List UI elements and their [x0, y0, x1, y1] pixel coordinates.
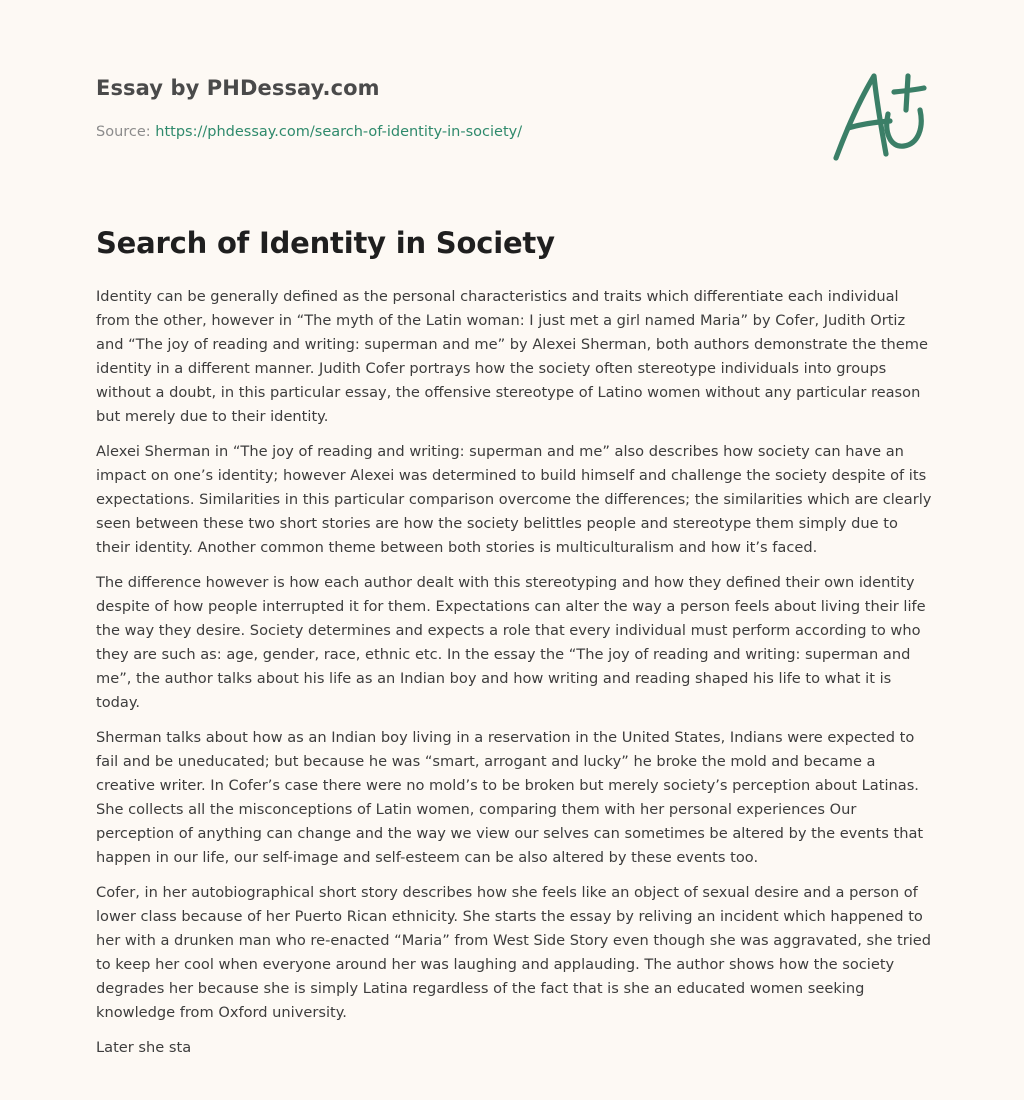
article-title: Search of Identity in Society	[96, 226, 555, 260]
page-header	[96, 0, 928, 200]
article-paragraph: Cofer, in her autobiographical short story describes how she feels like an object of sexual desire and a person of lower class because of her Puerto Rican ethnicity. She starts the essay by reliving an incident which happened to her with a drunken man who re-enacted “Maria” from West Side Story even though she was aggravated, she tried to keep her cool when everyone around her was laughing and applauding. The author shows how the society degrades her because she is simply Latina regardless of the fact that is she an educated women seeking knowledge from Oxford university.	[96, 884, 932, 1021]
article-paragraph: The difference however is how each author dealt with this stereotyping and how they defined their own identity despite of how people interrupted it for them. Expectations can alter the way a person feels about living their life the way they desire. Society determines and expects a role that every individual must perform according to who they are such as: age, gender, race, ethnic etc. In the essay the “The joy of reading and writing: superman and me”, the author talks about his life as an Indian boy and how writing and reading shaped his life to what it is today.	[96, 574, 926, 711]
article-paragraph: Identity can be generally defined as the personal characteristics and traits which differentiate each individual from the other, however in “The myth of the Latin woman: I just met a girl named Maria” by Cofer, Judith Ortiz and “The joy of reading and writing: superman and me” by Alexei Sherman, both authors demonstrate the theme identity in a different manner. Judith Cofer portrays how the society often stereotype individuals into groups without a doubt, in this particular essay, the offensive stereotype of Latino women without any particular reason but merely due to their identity.	[96, 288, 928, 425]
source-link[interactable]: https://phdessay.com/search-of-identity-in-society/	[155, 124, 523, 140]
site-brand: Essay by PHDessay.com	[96, 76, 380, 100]
source-line	[96, 124, 522, 140]
source-label: Source:	[96, 124, 151, 140]
article-paragraph-truncated: Later she sta	[96, 1039, 192, 1056]
article-body	[96, 285, 932, 1071]
a-plus-logo-icon	[828, 66, 932, 166]
article-paragraph: Sherman talks about how as an Indian boy living in a reservation in the United States, Indians were expected to fail and be uneducated; but because he was “smart, arrogant and lucky” he broke the mold and became a creative writer. In Cofer’s case there were no mold’s to be broken but merely society’s perception about Latinas. She collects all the misconceptions of Latin women, comparing them with her personal experiences Our perception of anything can change and the way we view our selves can sometimes be altered by the events that happen in our life, our self-image and self-esteem can be also altered by these events too.	[96, 729, 924, 866]
article-paragraph: Alexei Sherman in “The joy of reading and writing: superman and me” also describes how society can have an impact on one’s identity; however Alexei was determined to build himself and challenge the society despite of its expectations. Similarities in this particular comparison overcome the differences; the similarities which are clearly seen between these two short stories are how the society belittles people and stereotype them simply due to their identity. Another common theme between both stories is multiculturalism and how it’s faced.	[96, 443, 932, 556]
